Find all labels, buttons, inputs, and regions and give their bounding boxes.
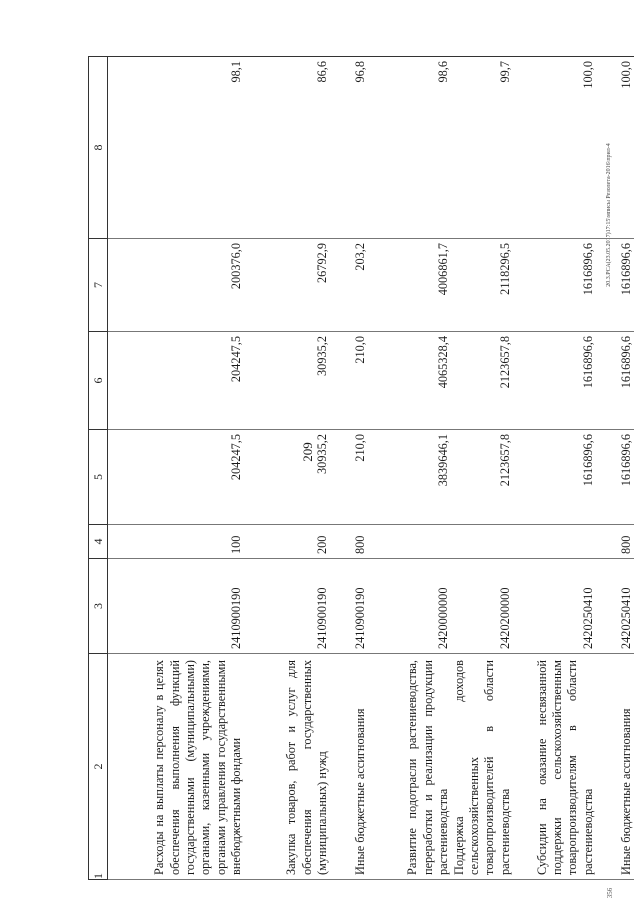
row-percent-value: 98,1 — [108, 57, 245, 239]
row-refined-value: 204247,5 — [108, 332, 245, 430]
budget-table — [88, 56, 634, 880]
row-executed-value: 26792,9 — [245, 239, 331, 332]
row-plan-value: 204247,5 — [108, 430, 245, 525]
row-target-code: 2420250410 — [596, 559, 634, 654]
row-plan-value: 1616896,6 — [513, 430, 596, 525]
row-expense-type — [452, 525, 513, 559]
table-row — [108, 57, 245, 880]
row-expense-type: 200 — [245, 525, 331, 559]
row-target-code: 2420000000 — [369, 559, 452, 654]
row-name: Закупка товаров, работ и услуг для обеспечения государственных (муниципальных) нужд — [245, 654, 331, 880]
colnum-6: 6 — [89, 332, 108, 430]
row-expense-type: 100 — [108, 525, 245, 559]
colnum-3: 3 — [89, 559, 108, 654]
table-row — [369, 57, 452, 880]
row-executed-value: 200376,0 — [108, 239, 245, 332]
table-row — [452, 57, 513, 880]
row-percent-value: 100,0 — [513, 57, 596, 239]
row-target-code: 2410900190 — [331, 559, 369, 654]
row-percent-value: 96,8 — [331, 57, 369, 239]
footer-mark: 356 — [606, 887, 614, 899]
row-percent-value: 98,6 — [369, 57, 452, 239]
row-refined-value: 1616896,6 — [513, 332, 596, 430]
row-plan-value: 30935,2 — [245, 430, 331, 525]
table-row — [245, 57, 331, 880]
row-percent-value: 100,0 — [596, 57, 634, 239]
row-target-code: 2420250410 — [513, 559, 596, 654]
table-row — [331, 57, 369, 880]
row-name: Поддержка доходов сельскохозяйственных товаропроизводителей в области растениеводства — [452, 654, 513, 880]
colnum-4: 4 — [89, 525, 108, 559]
row-executed-value: 4006861,7 — [369, 239, 452, 332]
row-name: Развитие подотрасли растениеводства, переработки и реализации продукции растениеводства — [369, 654, 452, 880]
row-refined-value: 30935,2 — [245, 332, 331, 430]
row-plan-value: 210,0 — [331, 430, 369, 525]
row-executed-value: 2118296,5 — [452, 239, 513, 332]
row-expense-type: 800 — [596, 525, 634, 559]
row-plan-value: 2123657,8 — [452, 430, 513, 525]
colnum-7: 7 — [89, 239, 108, 332]
row-executed-value: 1616896,6 — [596, 239, 634, 332]
row-executed-value: 1616896,6 — [513, 239, 596, 332]
row-plan-value: 3839646,1 — [369, 430, 452, 525]
row-executed-value: 203,2 — [331, 239, 369, 332]
colnum-5: 5 — [89, 430, 108, 525]
footer-file-code: 20.3.РСА(23.05.2017)17:15\мписы Резолета-2016\прил-4 — [606, 143, 612, 287]
row-expense-type: 800 — [331, 525, 369, 559]
row-plan-value: 1616896,6 — [596, 430, 634, 525]
row-name: Иные бюджетные ассигнования — [331, 654, 369, 880]
row-percent-value: 99,7 — [452, 57, 513, 239]
row-target-code: 2410900190 — [245, 559, 331, 654]
row-target-code: 2420200000 — [452, 559, 513, 654]
colnum-2: 2 — [89, 654, 108, 880]
colnum-8: 8 — [89, 57, 108, 239]
row-name: Субсидии на оказание несвязанной поддержки сельскохозяйственным товаропроизводителям в области растениеводства — [513, 654, 596, 880]
row-target-code: 2410900190 — [108, 559, 245, 654]
row-refined-value: 2123657,8 — [452, 332, 513, 430]
row-refined-value: 1616896,6 — [596, 332, 634, 430]
row-name: Иные бюджетные ассигнования — [596, 654, 634, 880]
row-refined-value: 4065328,4 — [369, 332, 452, 430]
row-expense-type — [513, 525, 596, 559]
page-number: 209 — [300, 442, 315, 462]
row-percent-value: 86,6 — [245, 57, 331, 239]
table-row — [513, 57, 596, 880]
row-expense-type — [369, 525, 452, 559]
column-number-row: 1 2 3 4 5 6 7 8 — [89, 57, 108, 880]
table-row — [596, 57, 634, 880]
row-name: Расходы на выплаты персоналу в целях обеспечения выполнения функций государственными (муниципальными) органами, казенными учреждениями, органами управления государственными внебюджетными фондами — [108, 654, 245, 880]
row-refined-value: 210,0 — [331, 332, 369, 430]
